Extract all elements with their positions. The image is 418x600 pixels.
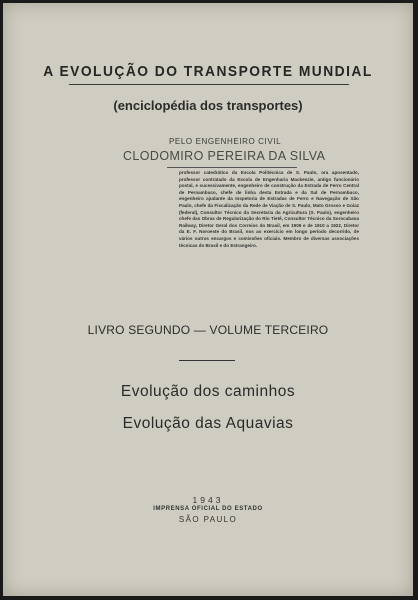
book-title: A EVOLUÇÃO DO TRANSPORTE MUNDIAL (43, 63, 373, 80)
publisher-name: IMPRENSA OFICIAL DO ESTADO (153, 506, 263, 512)
author-underline (167, 167, 297, 168)
book-subtitle: (enciclopédia dos transportes) (113, 98, 303, 113)
part-title-aquavias: Evolução das Aquavias (122, 415, 294, 432)
author-name: CLODOMIRO PEREIRA DA SILVA (123, 149, 326, 163)
title-underline (69, 84, 349, 85)
author-byline: PELO ENGENHEIRO CIVIL (169, 137, 282, 146)
volume-label: LIVRO SEGUNDO — VOLUME TERCEIRO (87, 323, 329, 337)
book-cover (3, 3, 413, 596)
section-divider (179, 360, 235, 361)
author-biography: professor catedrático da Escola Politécnica de S. Paulo, ora aposentado, professor contratado da Escola de Engenharia Mackenzie, antigo funcionário postal, e sucessivamente, engenheiro de construção da Estrada de Ferro Central de Pernambuco, chefe de linha desta Estrada e da Sul de Pernambuco, engenheiro ajudante da Inspetoria de Estradas de Ferro e Navegação de São Paulo, chefe da Fiscalização da Rede de Viação de S. Paulo, Mato Grosso e Goiaz (federal), Consultor Técnico da Secretaria da Agricultura (S. Paulo), engenheiro chefe das Obras de Regularização do Rio Tietê, Consultor Técnico da Sorocabana Railway, Diretor Geral dos Correios do Brasil, em 1909 e de 1910 a 1922, Diretor da E. F. Noroeste do Brasil, nos ao exercício em longo período decorrido, de vários outros encargos e comissões oficiais. Membro de diversas associações técnicas do Brasil e do Estrangeiro. (179, 170, 359, 248)
publication-year: 1943 (192, 495, 224, 505)
publication-city: SÃO PAULO (178, 515, 238, 524)
part-title-caminhos: Evolução dos caminhos (120, 383, 296, 400)
